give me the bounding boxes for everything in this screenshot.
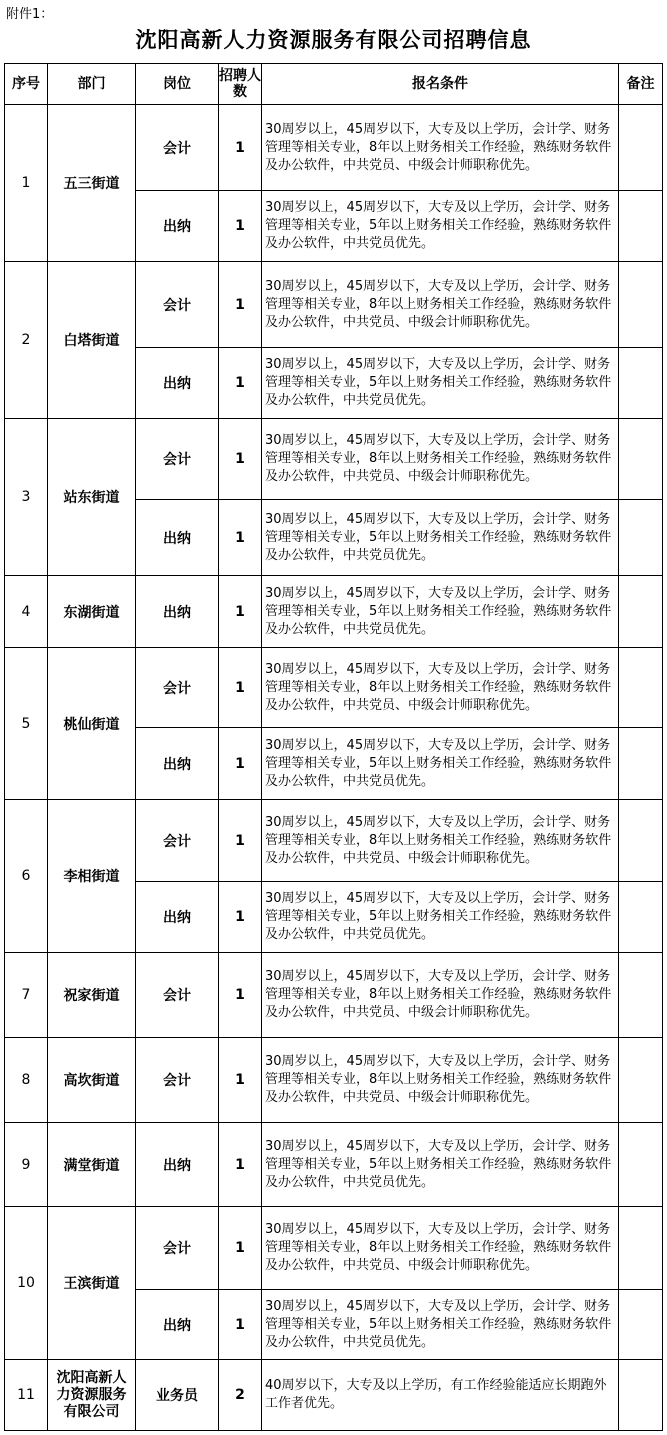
position-cell: 会计 xyxy=(136,1038,219,1123)
count-cell: 1 xyxy=(219,262,262,348)
position-cell: 会计 xyxy=(136,419,219,500)
remark-cell xyxy=(619,1123,663,1207)
seq-cell: 5 xyxy=(5,648,48,800)
dept-cell: 桃仙街道 xyxy=(48,648,136,800)
count-cell: 1 xyxy=(219,1290,262,1360)
count-cell: 1 xyxy=(219,500,262,576)
table-row xyxy=(5,648,663,728)
remark-cell xyxy=(619,800,663,882)
table-row xyxy=(5,105,663,191)
dept-cell: 沈阳高新人力资源服务有限公司 xyxy=(48,1360,136,1431)
remark-cell xyxy=(619,1290,663,1360)
count-cell: 1 xyxy=(219,953,262,1038)
remark-cell xyxy=(619,728,663,800)
requirements-cell: 30周岁以上，45周岁以下，大专及以上学历，会计学、财务管理等相关专业，8年以上财务相关工作经验，熟练财务软件及办公软件，中共党员、中级会计师职称优先。 xyxy=(262,262,619,348)
count-cell: 2 xyxy=(219,1360,262,1431)
seq-cell: 11 xyxy=(5,1360,48,1431)
remark-cell xyxy=(619,500,663,576)
count-cell: 1 xyxy=(219,882,262,953)
requirements-cell: 30周岁以上，45周岁以下，大专及以上学历，会计学、财务管理等相关专业，8年以上财务相关工作经验，熟练财务软件及办公软件，中共党员、中级会计师职称优先。 xyxy=(262,953,619,1038)
position-cell: 出纳 xyxy=(136,348,219,419)
seq-cell: 3 xyxy=(5,419,48,576)
position-cell: 会计 xyxy=(136,648,219,728)
requirements-cell: 30周岁以上，45周岁以下，大专及以上学历，会计学、财务管理等相关专业，5年以上财务相关工作经验，熟练财务软件及办公软件，中共党员优先。 xyxy=(262,882,619,953)
dept-cell: 高坎街道 xyxy=(48,1038,136,1123)
seq-cell: 4 xyxy=(5,576,48,648)
requirements-cell: 30周岁以上，45周岁以下，大专及以上学历，会计学、财务管理等相关专业，8年以上财务相关工作经验，熟练财务软件及办公软件，中共党员、中级会计师职称优先。 xyxy=(262,1207,619,1290)
page-title: 沈阳高新人力资源服务有限公司招聘信息 xyxy=(135,27,532,52)
count-cell: 1 xyxy=(219,191,262,262)
dept-cell: 五三街道 xyxy=(48,105,136,262)
table-row xyxy=(5,953,663,1038)
position-cell: 出纳 xyxy=(136,500,219,576)
count-cell: 1 xyxy=(219,576,262,648)
seq-cell: 8 xyxy=(5,1038,48,1123)
position-cell: 出纳 xyxy=(136,1123,219,1207)
remark-cell xyxy=(619,191,663,262)
requirements-cell: 30周岁以上，45周岁以下，大专及以上学历，会计学、财务管理等相关专业，5年以上财务相关工作经验，熟练财务软件及办公软件，中共党员优先。 xyxy=(262,1290,619,1360)
seq-cell: 9 xyxy=(5,1123,48,1207)
seq-cell: 2 xyxy=(5,262,48,419)
requirements-cell: 40周岁以下，大专及以上学历，有工作经验能适应长期跑外工作者优先。 xyxy=(262,1360,619,1431)
header-requirements: 报名条件 xyxy=(262,64,619,105)
position-cell: 出纳 xyxy=(136,728,219,800)
remark-cell xyxy=(619,105,663,191)
remark-cell xyxy=(619,262,663,348)
count-cell: 1 xyxy=(219,105,262,191)
dept-cell: 王滨街道 xyxy=(48,1207,136,1360)
requirements-cell: 30周岁以上，45周岁以下，大专及以上学历，会计学、财务管理等相关专业，8年以上财务相关工作经验，熟练财务软件及办公软件，中共党员、中级会计师职称优先。 xyxy=(262,419,619,500)
attachment-label: 附件1： xyxy=(6,7,54,22)
count-cell: 1 xyxy=(219,800,262,882)
position-cell: 会计 xyxy=(136,800,219,882)
position-cell: 会计 xyxy=(136,953,219,1038)
remark-cell xyxy=(619,882,663,953)
requirements-cell: 30周岁以上，45周岁以下，大专及以上学历，会计学、财务管理等相关专业，8年以上财务相关工作经验，熟练财务软件及办公软件，中共党员、中级会计师职称优先。 xyxy=(262,800,619,882)
position-cell: 出纳 xyxy=(136,576,219,648)
remark-cell xyxy=(619,576,663,648)
seq-cell: 6 xyxy=(5,800,48,953)
recruitment-table xyxy=(4,63,663,1431)
position-cell: 出纳 xyxy=(136,191,219,262)
header-position: 岗位 xyxy=(136,64,219,105)
table-header-row xyxy=(5,64,663,105)
count-cell: 1 xyxy=(219,1038,262,1123)
count-cell: 1 xyxy=(219,728,262,800)
position-cell: 会计 xyxy=(136,262,219,348)
requirements-cell: 30周岁以上，45周岁以下，大专及以上学历，会计学、财务管理等相关专业，8年以上财务相关工作经验，熟练财务软件及办公软件，中共党员、中级会计师职称优先。 xyxy=(262,105,619,191)
header-count: 招聘人数 xyxy=(219,64,262,105)
table-row xyxy=(5,262,663,348)
header-remark: 备注 xyxy=(619,64,663,105)
count-cell: 1 xyxy=(219,419,262,500)
position-cell: 出纳 xyxy=(136,1290,219,1360)
table-row xyxy=(5,419,663,500)
header-seq: 序号 xyxy=(5,64,48,105)
table-row xyxy=(5,1360,663,1431)
table-row xyxy=(5,1038,663,1123)
remark-cell xyxy=(619,648,663,728)
count-cell: 1 xyxy=(219,648,262,728)
requirements-cell: 30周岁以上，45周岁以下，大专及以上学历，会计学、财务管理等相关专业，5年以上财务相关工作经验，熟练财务软件及办公软件，中共党员优先。 xyxy=(262,191,619,262)
position-cell: 会计 xyxy=(136,1207,219,1290)
count-cell: 1 xyxy=(219,348,262,419)
requirements-cell: 30周岁以上，45周岁以下，大专及以上学历，会计学、财务管理等相关专业，5年以上财务相关工作经验，熟练财务软件及办公软件，中共党员优先。 xyxy=(262,1123,619,1207)
header-dept: 部门 xyxy=(48,64,136,105)
position-cell: 出纳 xyxy=(136,882,219,953)
requirements-cell: 30周岁以上，45周岁以下，大专及以上学历，会计学、财务管理等相关专业，8年以上财务相关工作经验，熟练财务软件及办公软件，中共党员、中级会计师职称优先。 xyxy=(262,1038,619,1123)
dept-cell: 祝家街道 xyxy=(48,953,136,1038)
table-row xyxy=(5,576,663,648)
remark-cell xyxy=(619,1360,663,1431)
requirements-cell: 30周岁以上，45周岁以下，大专及以上学历，会计学、财务管理等相关专业，5年以上财务相关工作经验，熟练财务软件及办公软件，中共党员优先。 xyxy=(262,728,619,800)
table-row xyxy=(5,1207,663,1290)
requirements-cell: 30周岁以上，45周岁以下，大专及以上学历，会计学、财务管理等相关专业，5年以上财务相关工作经验，熟练财务软件及办公软件，中共党员优先。 xyxy=(262,576,619,648)
seq-cell: 10 xyxy=(5,1207,48,1360)
remark-cell xyxy=(619,419,663,500)
dept-cell: 满堂街道 xyxy=(48,1123,136,1207)
dept-cell: 李相街道 xyxy=(48,800,136,953)
seq-cell: 7 xyxy=(5,953,48,1038)
dept-cell: 白塔街道 xyxy=(48,262,136,419)
remark-cell xyxy=(619,953,663,1038)
requirements-cell: 30周岁以上，45周岁以下，大专及以上学历，会计学、财务管理等相关专业，8年以上财务相关工作经验，熟练财务软件及办公软件，中共党员、中级会计师职称优先。 xyxy=(262,648,619,728)
remark-cell xyxy=(619,348,663,419)
remark-cell xyxy=(619,1207,663,1290)
remark-cell xyxy=(619,1038,663,1123)
seq-cell: 1 xyxy=(5,105,48,262)
requirements-cell: 30周岁以上，45周岁以下，大专及以上学历，会计学、财务管理等相关专业，5年以上财务相关工作经验，熟练财务软件及办公软件，中共党员优先。 xyxy=(262,500,619,576)
table-row xyxy=(5,1123,663,1207)
dept-cell: 东湖街道 xyxy=(48,576,136,648)
position-cell: 业务员 xyxy=(136,1360,219,1431)
table-row xyxy=(5,800,663,882)
requirements-cell: 30周岁以上，45周岁以下，大专及以上学历，会计学、财务管理等相关专业，5年以上财务相关工作经验，熟练财务软件及办公软件，中共党员优先。 xyxy=(262,348,619,419)
count-cell: 1 xyxy=(219,1207,262,1290)
position-cell: 会计 xyxy=(136,105,219,191)
dept-cell: 站东街道 xyxy=(48,419,136,576)
count-cell: 1 xyxy=(219,1123,262,1207)
